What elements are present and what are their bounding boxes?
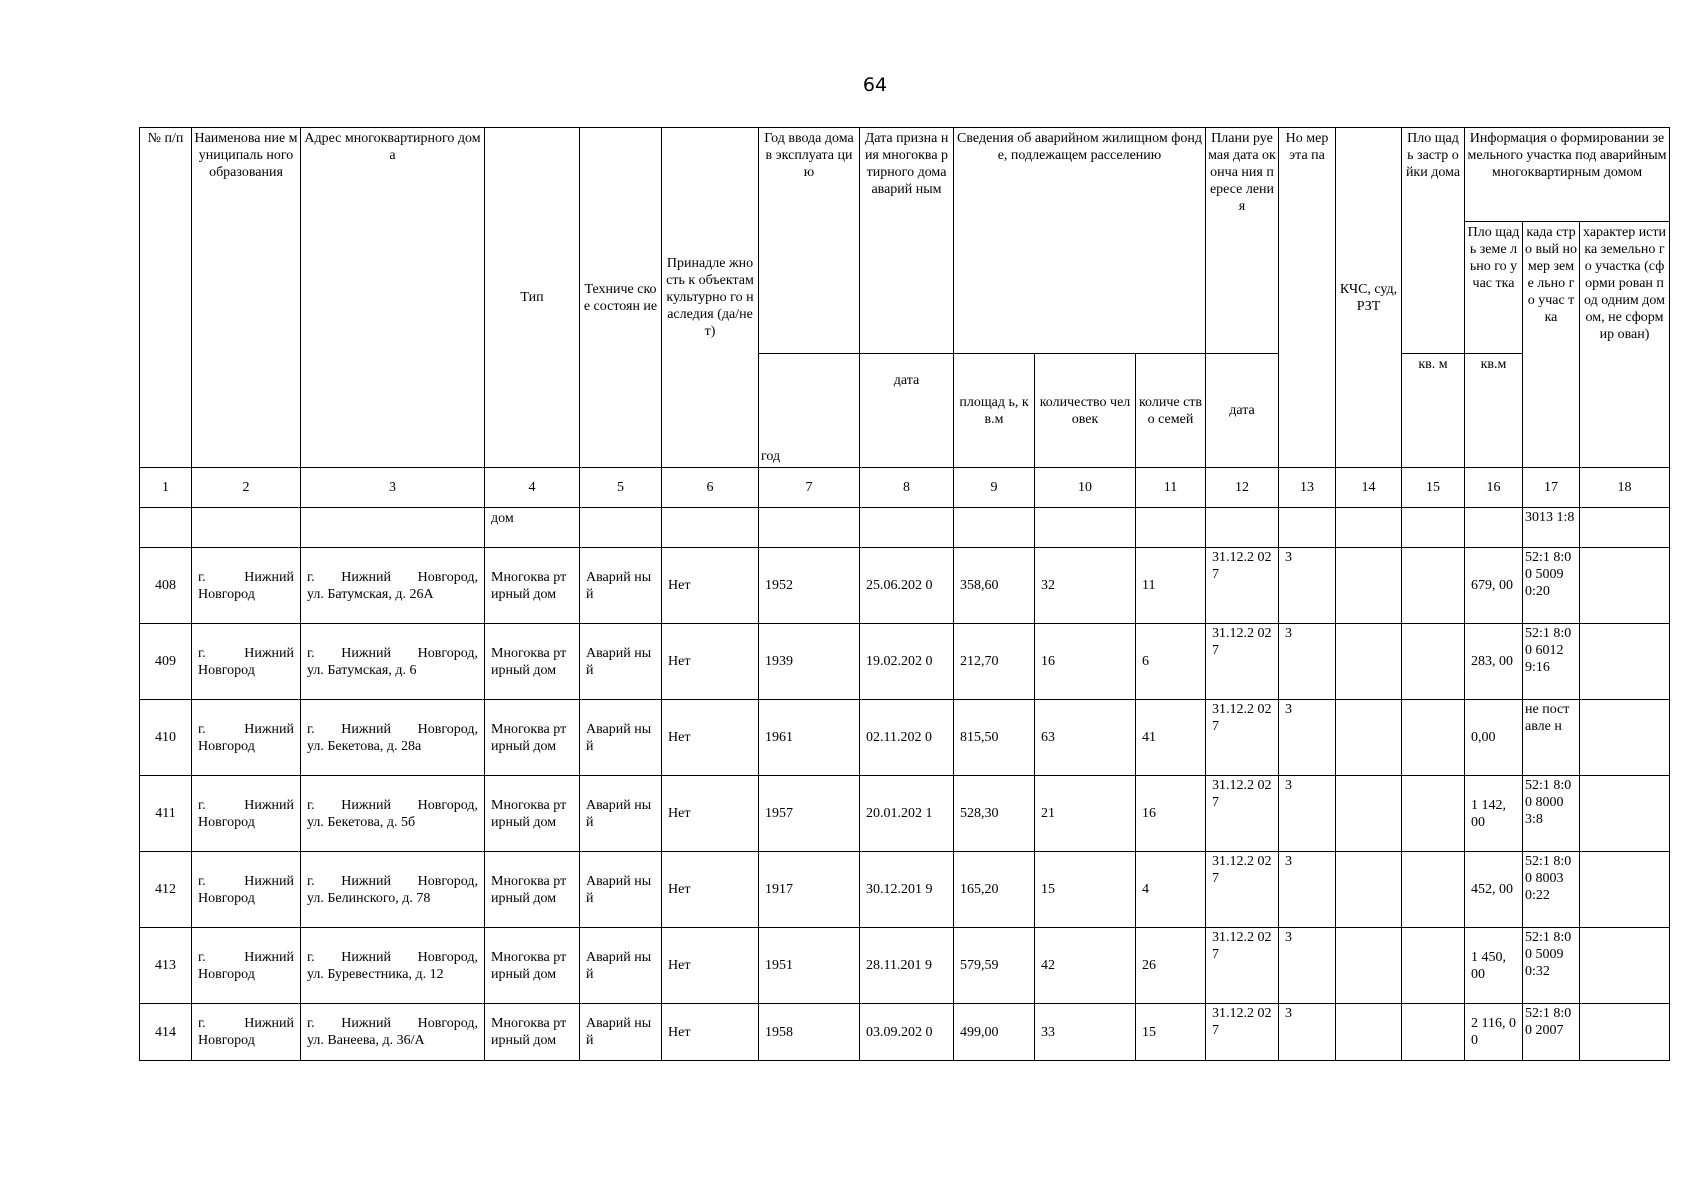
- address-street: ул. Буревестника, д. 12: [307, 966, 444, 982]
- page-number: 64: [862, 74, 888, 96]
- year-commissioned: 1917: [759, 852, 860, 928]
- building-area: [1402, 548, 1465, 624]
- header-land-area-sub: кв.м: [1465, 354, 1523, 468]
- address-part-1: г.: [307, 797, 315, 813]
- address-street: ул. Батумская, д. 6: [307, 662, 417, 678]
- stage-number: 3: [1279, 624, 1336, 700]
- header-people-count: количество человек: [1035, 354, 1136, 468]
- address-part-1: г.: [307, 645, 315, 661]
- municipality: [192, 1004, 301, 1061]
- building-area: [1402, 624, 1465, 700]
- people-count: 42: [1035, 928, 1136, 1004]
- column-number-cell: 2: [192, 468, 301, 508]
- column-number-cell: 6: [662, 468, 759, 508]
- building-area: [1402, 928, 1465, 1004]
- planned-date: 31.12.2 027: [1206, 928, 1279, 1004]
- heritage-flag: Нет: [662, 776, 759, 852]
- building-type: Многоква ртирный дом: [485, 928, 580, 1004]
- year-commissioned: 1952: [759, 548, 860, 624]
- cadastral-number: 52:1 8:00 5009 0:32: [1523, 928, 1580, 1004]
- municipality: [192, 928, 301, 1004]
- technical-state: Аварий ный: [580, 928, 662, 1004]
- municipality-name-2: Новгород: [198, 966, 255, 982]
- header-date-sub: дата: [860, 354, 954, 468]
- municipality: [192, 548, 301, 624]
- column-number-cell: 7: [759, 468, 860, 508]
- table-row: [140, 776, 1670, 852]
- municipality: [192, 776, 301, 852]
- land-characteristic: [1580, 852, 1670, 928]
- address: [301, 548, 485, 624]
- table-row: [140, 928, 1670, 1004]
- land-characteristic: [1580, 548, 1670, 624]
- municipality-name-1: Нижний: [244, 949, 294, 965]
- municipality: [192, 624, 301, 700]
- header-address: Адрес многоквартирного дома: [301, 128, 485, 468]
- address-part-3: Новгород,: [417, 873, 478, 889]
- address-street: ул. Ванеева, д. 36/А: [307, 1033, 425, 1048]
- land-area: 452, 00: [1465, 852, 1523, 928]
- land-area: 0,00: [1465, 700, 1523, 776]
- stage-number: 3: [1279, 548, 1336, 624]
- column-number-cell: 10: [1035, 468, 1136, 508]
- municipality-name-1: Нижний: [244, 721, 294, 737]
- heritage-flag: Нет: [662, 548, 759, 624]
- address-street: ул. Белинского, д. 78: [307, 890, 431, 906]
- cadastral-number: 52:1 8:00 2007: [1523, 1004, 1580, 1061]
- planned-date: 31.12.2 027: [1206, 776, 1279, 852]
- land-characteristic: [1580, 700, 1670, 776]
- technical-state: Аварий ный: [580, 700, 662, 776]
- continuation-type: дом: [485, 508, 580, 548]
- year-commissioned: 1939: [759, 624, 860, 700]
- municipality-name-1: Нижний: [244, 645, 294, 661]
- land-area: 283, 00: [1465, 624, 1523, 700]
- emergency-housing-table: [139, 127, 1670, 1061]
- address-part-1: г.: [307, 721, 315, 737]
- header-building-area: Пло щадь застр ойки дома: [1402, 128, 1465, 354]
- land-characteristic: [1580, 624, 1670, 700]
- address-part-2: Нижний: [341, 1016, 392, 1031]
- column-number-cell: 17: [1523, 468, 1580, 508]
- emergency-area: 579,59: [954, 928, 1035, 1004]
- column-number-cell: 9: [954, 468, 1035, 508]
- table-row: [140, 624, 1670, 700]
- address-part-1: г.: [307, 949, 315, 965]
- families-count: 26: [1136, 928, 1206, 1004]
- technical-state: Аварий ный: [580, 776, 662, 852]
- people-count: 63: [1035, 700, 1136, 776]
- municipality-prefix: г.: [198, 1016, 206, 1031]
- table-row: [140, 548, 1670, 624]
- municipality-name-2: Новгород: [198, 890, 255, 906]
- year-commissioned: 1961: [759, 700, 860, 776]
- building-type: Многоква ртирный дом: [485, 1004, 580, 1061]
- column-number-cell: 13: [1279, 468, 1336, 508]
- families-count: 15: [1136, 1004, 1206, 1061]
- planned-date: 31.12.2 027: [1206, 548, 1279, 624]
- building-area: [1402, 776, 1465, 852]
- municipality-prefix: г.: [198, 645, 206, 661]
- header-technical-state: Техниче ское состоян ие: [580, 128, 662, 468]
- stage-number: 3: [1279, 700, 1336, 776]
- planned-date: 31.12.2 027: [1206, 852, 1279, 928]
- column-number-cell: 3: [301, 468, 485, 508]
- continuation-row: [140, 508, 1670, 548]
- municipality-name-2: Новгород: [198, 814, 255, 830]
- address: [301, 776, 485, 852]
- column-number-cell: 4: [485, 468, 580, 508]
- row-number: 411: [140, 776, 192, 852]
- people-count: 16: [1035, 624, 1136, 700]
- header-heritage: Принадле жность к объектам культурно го наследия (да/нет): [662, 128, 759, 468]
- municipality-name-2: Новгород: [198, 662, 255, 678]
- recognition-date: 02.11.202 0: [860, 700, 954, 776]
- families-count: 11: [1136, 548, 1206, 624]
- header-type: Тип: [485, 128, 580, 468]
- recognition-date: 20.01.202 1: [860, 776, 954, 852]
- address-part-2: Нижний: [341, 645, 392, 661]
- address-part-1: г.: [307, 1016, 315, 1031]
- cadastral-number: 52:1 8:00 6012 9:16: [1523, 624, 1580, 700]
- recognition-date: 03.09.202 0: [860, 1004, 954, 1061]
- kchs: [1336, 928, 1402, 1004]
- heritage-flag: Нет: [662, 624, 759, 700]
- kchs: [1336, 624, 1402, 700]
- families-count: 6: [1136, 624, 1206, 700]
- year-commissioned: 1958: [759, 1004, 860, 1061]
- municipality-name-1: Нижний: [244, 797, 294, 813]
- header-area: площад ь, кв.м: [954, 354, 1035, 468]
- stage-number: 3: [1279, 852, 1336, 928]
- building-type: Многоква ртирный дом: [485, 852, 580, 928]
- building-type: Многоква ртирный дом: [485, 624, 580, 700]
- address-part-2: Нижний: [341, 797, 392, 813]
- column-number-cell: 1: [140, 468, 192, 508]
- kchs: [1336, 700, 1402, 776]
- address-street: ул. Батумская, д. 26А: [307, 586, 434, 602]
- people-count: 33: [1035, 1004, 1136, 1061]
- address: [301, 852, 485, 928]
- families-count: 41: [1136, 700, 1206, 776]
- address: [301, 1004, 485, 1061]
- column-number-cell: 15: [1402, 468, 1465, 508]
- address-part-2: Нижний: [341, 721, 392, 737]
- families-count: 16: [1136, 776, 1206, 852]
- address-part-3: Новгород,: [417, 721, 478, 737]
- municipality-prefix: г.: [198, 949, 206, 965]
- header-land-area: Пло щадь земе льно го учас тка: [1465, 222, 1523, 354]
- address: [301, 700, 485, 776]
- land-area: 2 116, 00: [1465, 1004, 1523, 1061]
- address-part-2: Нижний: [341, 949, 392, 965]
- address-street: ул. Бекетова, д. 5б: [307, 814, 416, 830]
- address-part-2: Нижний: [341, 569, 392, 585]
- column-number-cell: 18: [1580, 468, 1670, 508]
- header-kchs: КЧС, суд, РЗТ: [1336, 128, 1402, 468]
- heritage-flag: Нет: [662, 1004, 759, 1061]
- kchs: [1336, 776, 1402, 852]
- address-part-3: Новгород,: [417, 949, 478, 965]
- row-number: 414: [140, 1004, 192, 1061]
- planned-date: 31.12.2 027: [1206, 700, 1279, 776]
- address-part-2: Нижний: [341, 873, 392, 889]
- heritage-flag: Нет: [662, 700, 759, 776]
- building-type: Многоква ртирный дом: [485, 700, 580, 776]
- building-area: [1402, 852, 1465, 928]
- technical-state: Аварий ный: [580, 852, 662, 928]
- row-number: 408: [140, 548, 192, 624]
- header-year-commissioned: Год ввода дома в эксплуата цию: [759, 128, 860, 354]
- emergency-area: 358,60: [954, 548, 1035, 624]
- municipality-name-1: Нижний: [244, 569, 294, 585]
- land-characteristic: [1580, 1004, 1670, 1061]
- address-street: ул. Бекетова, д. 28а: [307, 738, 422, 754]
- year-commissioned: 1951: [759, 928, 860, 1004]
- land-area: 679, 00: [1465, 548, 1523, 624]
- continuation-cadastral: 3013 1:8: [1523, 508, 1580, 548]
- column-number-row: [140, 468, 1670, 508]
- emergency-area: 815,50: [954, 700, 1035, 776]
- header-planned-date: Плани руемая дата оконча ния пересе ления: [1206, 128, 1279, 354]
- column-number-cell: 16: [1465, 468, 1523, 508]
- heritage-flag: Нет: [662, 852, 759, 928]
- header-planned-date-sub: дата: [1206, 354, 1279, 468]
- municipality-prefix: г.: [198, 721, 206, 737]
- header-row-number: № п/п: [140, 128, 192, 468]
- land-characteristic: [1580, 928, 1670, 1004]
- header-recognition-date: Дата призна ния многоква ртирного дома аварий ным: [860, 128, 954, 354]
- building-type: Многоква ртирный дом: [485, 548, 580, 624]
- technical-state: Аварий ный: [580, 624, 662, 700]
- people-count: 32: [1035, 548, 1136, 624]
- address: [301, 928, 485, 1004]
- municipality-name-1: Нижний: [244, 873, 294, 889]
- recognition-date: 19.02.202 0: [860, 624, 954, 700]
- technical-state: Аварий ный: [580, 548, 662, 624]
- building-type: Многоква ртирный дом: [485, 776, 580, 852]
- table-row: [140, 700, 1670, 776]
- emergency-area: 499,00: [954, 1004, 1035, 1061]
- stage-number: 3: [1279, 776, 1336, 852]
- address-part-1: г.: [307, 569, 315, 585]
- land-area: 1 142, 00: [1465, 776, 1523, 852]
- year-commissioned: 1957: [759, 776, 860, 852]
- row-number: 412: [140, 852, 192, 928]
- emergency-area: 528,30: [954, 776, 1035, 852]
- table-row: [140, 852, 1670, 928]
- row-number: 413: [140, 928, 192, 1004]
- column-number-cell: 5: [580, 468, 662, 508]
- cadastral-number: 52:1 8:00 8003 0:22: [1523, 852, 1580, 928]
- header-stage-number: Но мер эта па: [1279, 128, 1336, 468]
- column-number-cell: 8: [860, 468, 954, 508]
- municipality-prefix: г.: [198, 569, 206, 585]
- cadastral-number: не пост авле н: [1523, 700, 1580, 776]
- stage-number: 3: [1279, 1004, 1336, 1061]
- address-part-3: Новгород,: [417, 1016, 478, 1031]
- emergency-area: 212,70: [954, 624, 1035, 700]
- cadastral-number: 52:1 8:00 5009 0:20: [1523, 548, 1580, 624]
- header-land-characteristic: характер истика земельно го участка (сформи рован под одним домом, не сформир ован): [1580, 222, 1670, 468]
- header-land-plot-info: Информация о формировании земельного участка под аварийным многоквартирным домом: [1465, 128, 1670, 222]
- land-area: 1 450, 00: [1465, 928, 1523, 1004]
- cadastral-number: 52:1 8:00 8000 3:8: [1523, 776, 1580, 852]
- municipality-name-2: Новгород: [198, 738, 255, 754]
- header-cadastral-number: када стро вый но мер земе льно го учас тка: [1523, 222, 1580, 468]
- people-count: 15: [1035, 852, 1136, 928]
- kchs: [1336, 548, 1402, 624]
- address: [301, 624, 485, 700]
- header-families-count: количе ство семей: [1136, 354, 1206, 468]
- municipality-name-1: Нижний: [244, 1016, 294, 1031]
- header-building-area-sub: кв. м: [1402, 354, 1465, 468]
- kchs: [1336, 1004, 1402, 1061]
- address-part-3: Новгород,: [417, 797, 478, 813]
- header-year-sub: год: [759, 354, 860, 468]
- header-emergency-fund-info: Сведения об аварийном жилищном фонде, подлежащем расселению: [954, 128, 1206, 354]
- column-number-cell: 14: [1336, 468, 1402, 508]
- municipality: [192, 852, 301, 928]
- header-municipality: Наименова ние муниципаль ного образования: [192, 128, 301, 468]
- municipality: [192, 700, 301, 776]
- address-part-3: Новгород,: [417, 645, 478, 661]
- stage-number: 3: [1279, 928, 1336, 1004]
- municipality-name-2: Новгород: [198, 1033, 255, 1048]
- address-part-3: Новгород,: [417, 569, 478, 585]
- row-number: 409: [140, 624, 192, 700]
- municipality-prefix: г.: [198, 873, 206, 889]
- people-count: 21: [1035, 776, 1136, 852]
- planned-date: 31.12.2 027: [1206, 624, 1279, 700]
- column-number-cell: 11: [1136, 468, 1206, 508]
- municipality-prefix: г.: [198, 797, 206, 813]
- recognition-date: 28.11.201 9: [860, 928, 954, 1004]
- families-count: 4: [1136, 852, 1206, 928]
- address-part-1: г.: [307, 873, 315, 889]
- heritage-flag: Нет: [662, 928, 759, 1004]
- building-area: [1402, 700, 1465, 776]
- technical-state: Аварий ный: [580, 1004, 662, 1061]
- emergency-area: 165,20: [954, 852, 1035, 928]
- municipality-name-2: Новгород: [198, 586, 255, 602]
- row-number: 410: [140, 700, 192, 776]
- table-row: [140, 1004, 1670, 1061]
- recognition-date: 30.12.201 9: [860, 852, 954, 928]
- recognition-date: 25.06.202 0: [860, 548, 954, 624]
- column-number-cell: 12: [1206, 468, 1279, 508]
- building-area: [1402, 1004, 1465, 1061]
- land-characteristic: [1580, 776, 1670, 852]
- kchs: [1336, 852, 1402, 928]
- planned-date: 31.12.2 027: [1206, 1004, 1279, 1061]
